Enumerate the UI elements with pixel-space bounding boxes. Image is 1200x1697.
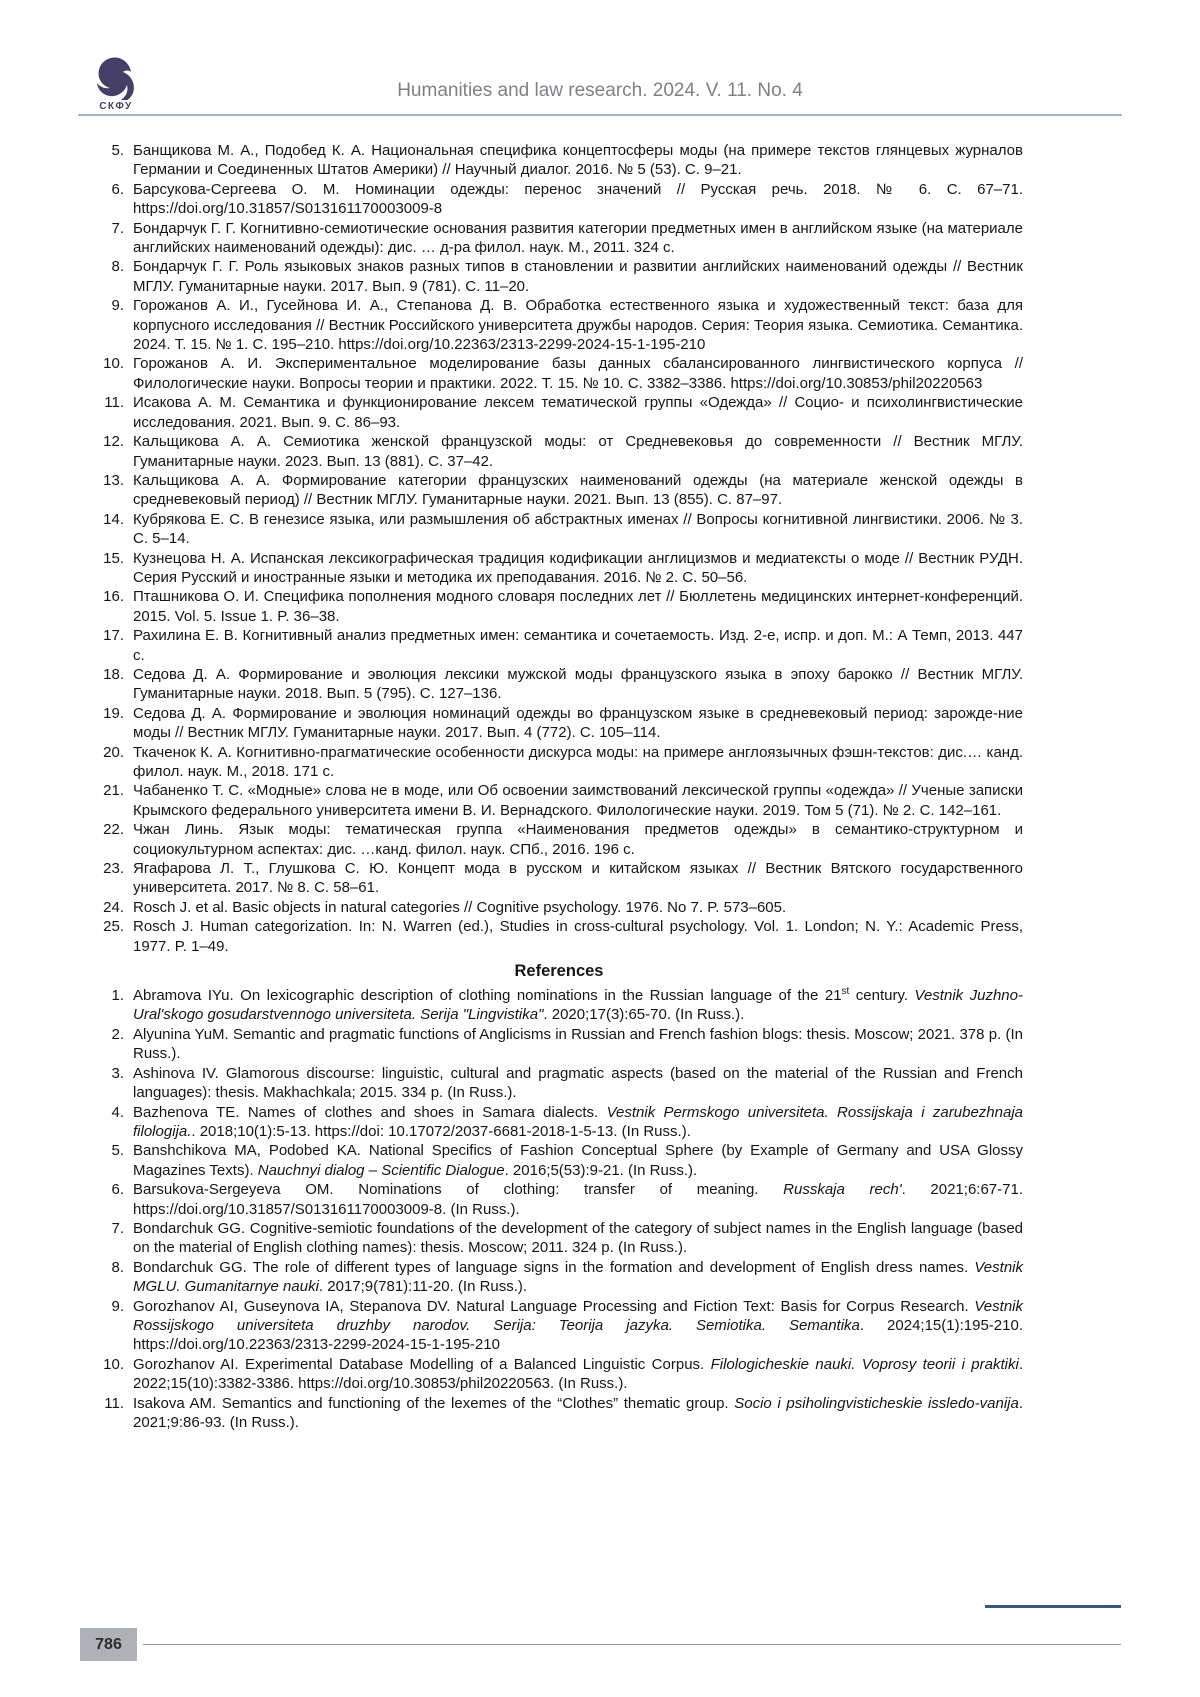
reference-item	[95, 898, 1023, 917]
reference-text: Чжан Линь. Язык моды: тематическая группа «Наименования предметов одежды» в семантико-структурном и социокультурном аспектах: дис. …канд. филол. наук. СПб., 2016. 196 с.	[133, 821, 1023, 858]
reference-item	[95, 781, 1023, 820]
reference-text: Чабаненко Т. С. «Модные» слова не в моде, или Об освоении заимствований лексической группы «одежда» // Ученые записки Крымского федерального университета имени В. И. Вернадского. Филологические науки. 2019. Том 5 (71). № 2. С. 142–161.	[133, 782, 1023, 819]
reference-number: 19.	[103, 704, 124, 722]
reference-text: Barsukova-Sergeyeva OM. Nominations of clothing: transfer of meaning. Russkaja rech'. 2021;6:67-71. https://doi.org/10.31857/S013161170003009-8. (In Russ.).	[133, 1181, 1023, 1218]
reference-item	[95, 219, 1023, 258]
reference-text: Gorozhanov AI, Guseynova IA, Stepanova DV. Natural Language Processing and Fiction Text: Basis for Corpus Research. Vestnik Rossijskogo universiteta druzhby narodov. Serija: Teorija jazyka. Semiotika. Semantika. 2024;15(1):195-210. https://doi.org/10.22363/2313-2299-2024-15-1-195-210	[133, 1297, 1023, 1354]
reference-number: 7.	[111, 1219, 124, 1237]
reference-item	[95, 432, 1023, 471]
reference-item	[95, 665, 1023, 704]
reference-text: Кузнецова Н. А. Испанская лексикографическая традиция кодификации англицизмов и медиатексты о моде // Вестник РУДН. Серия Русский и иностранные языки и методика их преподавания. 2016. № 2. С. 50–56.	[133, 549, 1023, 586]
reference-number: 5.	[111, 142, 124, 159]
reference-item	[95, 1297, 1023, 1355]
reference-number: 11.	[104, 394, 124, 412]
reference-text: Горожанов А. И., Гусейнова И. А., Степанова Д. В. Обработка естественного языка и художественный текст: база для корпусного исследования // Вестник Российского университета дружбы народов. Серия: Теория языка. Семиотика. Семантика. 2024. Т. 15. № 1. С. 195–210. https://doi.org/10.22363/2313-2299-2024-15-1-195-210	[133, 297, 1023, 354]
reference-item	[95, 354, 1023, 393]
reference-text: Ткаченок К. А. Когнитивно-прагматические особенности дискурса моды: на примере англоязычных фэшн-текстов: дис.… канд. филол. наук. М., 2018. 171 с.	[133, 743, 1023, 780]
reference-text: Кубрякова Е. С. В генезисе языка, или размышления об абстрактных именах // Вопросы когнитивной лингвистики. 2006. № 3. С. 5–14.	[133, 510, 1023, 548]
reference-item	[95, 1103, 1023, 1142]
reference-number: 12.	[103, 433, 124, 451]
reference-item	[95, 917, 1023, 956]
reference-text: Alyunina YuM. Semantic and pragmatic functions of Anglicisms in Russian and French fashion blogs: thesis. Moscow; 2021. 378 p. (In Russ.).	[133, 1025, 1023, 1063]
reference-number: 4.	[111, 1103, 124, 1121]
reference-item	[95, 1180, 1023, 1219]
reference-number: 5.	[111, 1142, 124, 1160]
reference-number: 21.	[103, 782, 124, 800]
references-content	[95, 141, 1023, 1432]
reference-item	[95, 820, 1023, 859]
reference-number: 17.	[103, 627, 124, 645]
reference-number: 25.	[103, 918, 124, 936]
references-heading: References	[514, 962, 604, 981]
reference-text: Gorozhanov AI. Experimental Database Modelling of a Balanced Linguistic Corpus. Filologicheskie nauki. Voprosy teorii i praktiki. 2022;15(10):3382-3386. https://doi.org/10.30853/phil20220563. (In Russ.).	[133, 1355, 1023, 1393]
reference-number: 13.	[103, 471, 124, 489]
reference-item	[95, 141, 1023, 180]
reference-item	[95, 1394, 1023, 1433]
reference-item	[95, 1141, 1023, 1180]
reference-number: 20.	[103, 743, 124, 761]
reference-number: 7.	[111, 219, 124, 237]
reference-text: Bondarchuk GG. The role of different types of language signs in the formation and development of English dress names. Vestnik MGLU. Gumanitarnye nauki. 2017;9(781):11-20. (In Russ.).	[133, 1258, 1023, 1296]
reference-number: 9.	[111, 297, 124, 315]
english-references-list	[95, 986, 1023, 1432]
reference-item	[95, 1025, 1023, 1064]
reference-item	[95, 393, 1023, 432]
reference-number: 10.	[103, 1355, 124, 1373]
reference-item	[95, 180, 1023, 219]
reference-item	[95, 510, 1023, 549]
reference-number: 11.	[104, 1394, 124, 1412]
reference-item	[95, 257, 1023, 296]
reference-item	[95, 1355, 1023, 1394]
reference-item	[95, 1258, 1023, 1297]
reference-text: Банщикова М. А., Подобед К. А. Национальная специфика концептосферы моды (на примере текстов глянцевых журналов Германии и Соединенных Штатов Америки) // Научный диалог. 2016. № 5 (53). С. 9–21.	[133, 142, 1023, 179]
journal-header-title: Humanities and law research. 2024. V. 11. No. 4	[397, 80, 803, 101]
reference-item	[95, 743, 1023, 782]
reference-text: Ягафарова Л. Т., Глушкова С. Ю. Концепт мода в русском и китайском языках // Вестник Вятского государственного университета. 2017. № 8. С. 58–61.	[133, 860, 1023, 897]
reference-number: 2.	[111, 1025, 124, 1043]
reference-text: Isakova AM. Semantics and functioning of the lexemes of the “Clothes” thematic group. Socio i psiholingvisticheskie issledo-vanija. 2021;9:86-93. (In Russ.).	[133, 1394, 1024, 1431]
reference-number: 10.	[103, 355, 124, 373]
reference-number: 18.	[103, 665, 124, 683]
reference-item	[95, 587, 1023, 626]
reference-text: Banshchikova MA, Podobed KA. National Specifics of Fashion Conceptual Sphere (by Example of Germany and USA Glossy Magazines Texts). Nauchnyi dialog – Scientific Dialogue. 2016;5(53):9-21. (In Russ.).	[133, 1142, 1023, 1179]
reference-item	[95, 1064, 1023, 1103]
reference-text: Abramova IYu. On lexicographic description of clothing nominations in the Russian language of the 21st century. Vestnik Juzhno-Ural'skogo gosudarstvennogo universiteta. Serija "Lingvistika". 2020;17(3):65-70. (In Russ.).	[133, 986, 1023, 1024]
page-number-badge: 786	[80, 1628, 137, 1661]
reference-text: Bondarchuk GG. Cognitive-semiotic foundations of the development of the category of subject names in the English language (based on the material of English clothing names): thesis. Moscow; 2011. 324 p. (In Russ.).	[133, 1219, 1023, 1257]
reference-text: Седова Д. А. Формирование и эволюция номинаций одежды во французском языке в средневековый период: зарожде-ние моды // Вестник МГЛУ. Гуманитарные науки. 2017. Вып. 4 (772). С. 105–114.	[133, 704, 1023, 742]
reference-number: 9.	[111, 1297, 124, 1315]
reference-number: 6.	[111, 180, 124, 198]
reference-number: 14.	[103, 510, 124, 528]
footer-divider-line	[143, 1644, 1121, 1645]
reference-item	[95, 549, 1023, 588]
footer-accent-line	[985, 1605, 1121, 1608]
reference-text: Седова Д. А. Формирование и эволюция лексики мужской моды французского языка в эпоху барокко // Вестник МГЛУ. Гуманитарные науки. 2018. Вып. 5 (795). С. 127–136.	[133, 665, 1023, 703]
reference-item	[95, 859, 1023, 898]
reference-item	[95, 704, 1023, 743]
reference-number: 15.	[103, 549, 124, 567]
reference-text: Барсукова-Сергеева О. М. Номинации одежды: перенос значений // Русская речь. 2018. № 6. С. 67–71. https://doi.org/10.31857/S013161170003009-8	[133, 180, 1023, 218]
reference-text: Рахилина Е. В. Когнитивный анализ предметных имен: семантика и сочетаемость. Изд. 2-е, испр. и доп. М.: А Темп, 2013. 447 с.	[133, 627, 1023, 664]
reference-text: Пташникова О. И. Специфика пополнения модного словаря последних лет // Бюллетень медицинских интернет-конференций. 2015. Vol. 5. Issue 1. P. 36–38.	[133, 588, 1023, 625]
reference-number: 16.	[103, 588, 124, 606]
reference-number: 3.	[111, 1064, 124, 1082]
reference-item	[95, 471, 1023, 510]
reference-number: 8.	[111, 1258, 124, 1276]
reference-text: Бондарчук Г. Г. Роль языковых знаков разных типов в становлении и развитии английских наименований одежды // Вестник МГЛУ. Гуманитарные науки. 2017. Вып. 9 (781). С. 11–20.	[133, 258, 1023, 295]
reference-text: Bazhenova TE. Names of clothes and shoes in Samara dialects. Vestnik Permskogo universiteta. Rossijskaja i zarubezhnaja filologija.. 2018;10(1):5-13. https://doi: 10.17072/2037-6681-2018-1-5-13. (In Russ.).	[133, 1103, 1023, 1140]
reference-text: Ashinova IV. Glamorous discourse: linguistic, cultural and pragmatic aspects (based on the material of the Russian and French languages): thesis. Makhachkala; 2015. 334 p. (In Russ.).	[133, 1064, 1023, 1102]
reference-item	[95, 296, 1023, 354]
reference-item	[95, 626, 1023, 665]
reference-number: 22.	[103, 821, 124, 839]
reference-text: Rosch J. et al. Basic objects in natural categories // Cognitive psychology. 1976. No 7. P. 573–605.	[133, 898, 787, 916]
ncfu-logo-text: СКФУ	[99, 101, 133, 112]
reference-text: Горожанов А. И. Экспериментальное моделирование базы данных сбалансированного лингвистического корпуса // Филологические науки. Вопросы теории и практики. 2022. Т. 15. № 10. С. 3382–3386. https://doi.org/10.30853/phil20220563	[133, 355, 1023, 392]
reference-number: 8.	[111, 258, 124, 276]
reference-text: Кальщикова А. А. Формирование категории французских наименований одежды (на материале женской одежды в средневековый период) // Вестник МГЛУ. Гуманитарные науки. 2021. Вып. 13 (855). С. 87–97.	[133, 471, 1023, 509]
reference-item	[95, 1219, 1023, 1258]
reference-number: 6.	[111, 1181, 124, 1199]
russian-references-list	[95, 141, 1023, 956]
reference-text: Исакова А. М. Семантика и функционирование лексем тематической группы «Одежда» // Социо- и психолингвистические исследования. 2021. Вып. 9. С. 86–93.	[133, 394, 1023, 431]
reference-number: 23.	[103, 860, 124, 878]
reference-number: 24.	[103, 898, 124, 916]
reference-text: Rosch J. Human categorization. In: N. Warren (ed.), Studies in cross-cultural psychology. Vol. 1. London; N. Y.: Academic Press, 1977. P. 1–49.	[133, 918, 1023, 955]
reference-item	[95, 986, 1023, 1025]
reference-text: Кальщикова А. А. Семиотика женской французской моды: от Средневековья до современности // Вестник МГЛУ. Гуманитарные науки. 2023. Вып. 13 (881). С. 37–42.	[133, 433, 1023, 470]
reference-number: 1.	[111, 987, 124, 1005]
header-divider-line	[78, 114, 1122, 116]
reference-text: Бондарчук Г. Г. Когнитивно-семиотические основания развития категории предметных имен в английском языке (на материале английских наименований одежды): дис. … д-ра филол. наук. М., 2011. 324 с.	[133, 219, 1023, 257]
